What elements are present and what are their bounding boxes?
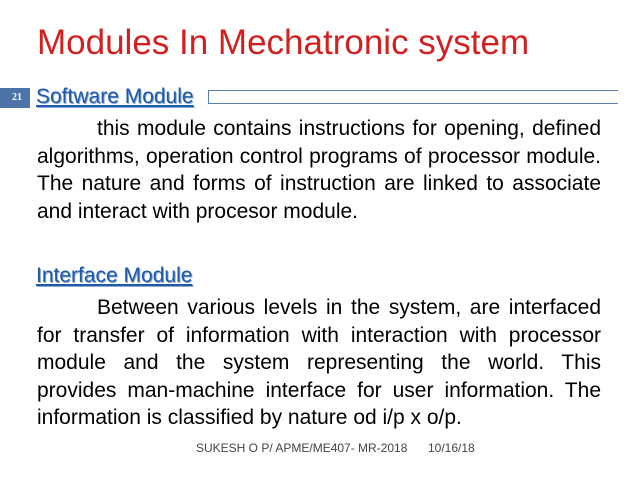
section-heading-software-module[interactable]: Software Module: [36, 85, 194, 108]
decorative-rule-bar: [208, 90, 618, 104]
section-body-interface-module: Between various levels in the system, are interfaced for transfer of information with interaction with processor module and the system representing the world. This provides man-machine interface for user information. The information is classified by nature od i/p x o/p.: [37, 296, 601, 429]
section-body-software-module: this module contains instructions for opening, defined algorithms, operation control programs of processor module. The nature and forms of instruction are linked to associate and interact with procesor module.: [37, 117, 601, 223]
footer-author: SUKESH O P/ APME/ME407- MR-2018: [196, 441, 408, 455]
section-heading-interface-module[interactable]: Interface Module: [36, 264, 193, 287]
footer-date: 10/16/18: [428, 441, 475, 455]
slide-number: 21: [12, 92, 22, 103]
slide-title: Modules In Mechatronic system: [37, 23, 530, 62]
